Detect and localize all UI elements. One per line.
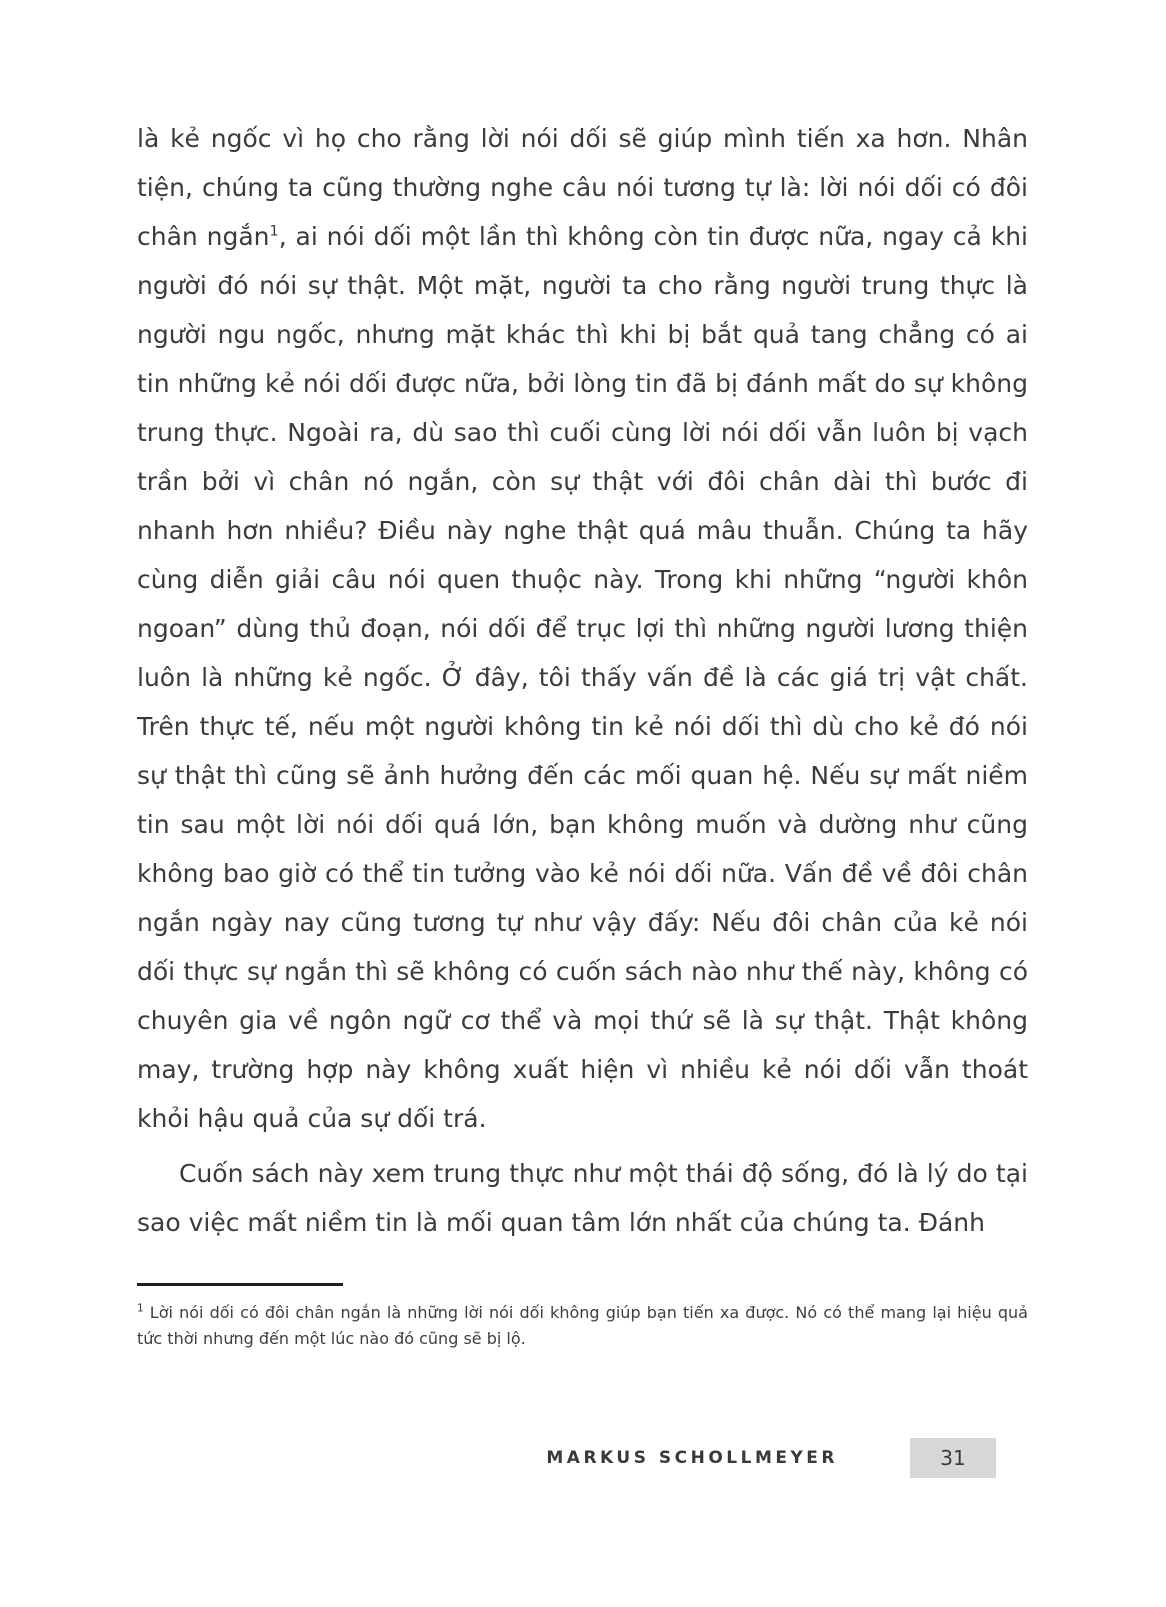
page-footer — [137, 1438, 996, 1478]
paragraph-1-text-before-footnote-marker: là kẻ ngốc vì họ cho rằng lời nói dối sẽ giúp mình tiến xa hơn. Nhân tiện, chúng ta cũng thường nghe câu nói tương tự là: lời nói dối có đôi chân ngắn — [137, 124, 1028, 251]
footnote-text: Lời nói dối có đôi chân ngắn là những lời nói dối không giúp bạn tiến xa được. Nó có thể mang lại hiệu quả tức thời nhưng đến một lúc nào đó cũng sẽ bị lộ. — [137, 1303, 1028, 1348]
paragraph-1 — [137, 114, 1028, 1143]
footnote-reference-marker: 1 — [269, 223, 279, 240]
author-name: MARKUS SCHOLLMEYER — [546, 1448, 838, 1468]
paragraph-2: Cuốn sách này xem trung thực như một thái độ sống, đó là lý do tại sao việc mất niềm tin là mối quan tâm lớn nhất của chúng ta. Đánh — [137, 1159, 1028, 1237]
page-body-text — [137, 114, 1028, 1352]
footnote-marker: 1 — [137, 1302, 144, 1315]
page-number: 31 — [940, 1446, 966, 1470]
footnote — [137, 1300, 1028, 1352]
paragraph-1-text-after-footnote-marker: , ai nói dối một lần thì không còn tin được nữa, ngay cả khi người đó nói sự thật. Một mặt, người ta cho rằng người trung thực là người ngu ngốc, nhưng mặt khác thì khi bị bắt quả tang chẳng có ai tin những kẻ nói dối được nữa, bởi lòng tin đã bị đánh mất do sự không trung thực. Ngoài ra, dù sao thì cuối cùng lời nói dối vẫn luôn bị vạch trần bởi vì chân nó ngắn, còn sự thật với đôi chân dài thì bước đi nhanh hơn nhiều? Điều này nghe thật quá mâu thuẫn. Chúng ta hãy cùng diễn giải câu nói quen thuộc này. Trong khi những “người khôn ngoan” dùng thủ đoạn, nói dối để trục lợi thì những người lương thiện luôn là những kẻ ngốc. Ở đây, tôi thấy vấn đề là các giá trị vật chất. Trên thực tế, nếu một người không tin kẻ nói dối thì dù cho kẻ đó nói sự thật thì cũng sẽ ảnh hưởng đến các mối quan hệ. Nếu sự mất niềm tin sau một lời nói dối quá lớn, bạn không muốn và dường như cũng không bao giờ có thể tin tưởng vào kẻ nói dối nữa. Vấn đề về đôi chân ngắn ngày nay cũng tương tự như vậy đấy: Nếu đôi chân của kẻ nói dối thực sự ngắn thì sẽ không có cuốn sách nào như thế này, không có chuyên gia về ngôn ngữ cơ thể và mọi thứ sẽ là sự thật. Thật không may, trường hợp này không xuất hiện vì nhiều kẻ nói dối vẫn thoát khỏi hậu quả của sự dối trá. — [137, 222, 1028, 1133]
footnote-divider-rule — [137, 1283, 343, 1286]
page-number-box — [910, 1438, 996, 1478]
